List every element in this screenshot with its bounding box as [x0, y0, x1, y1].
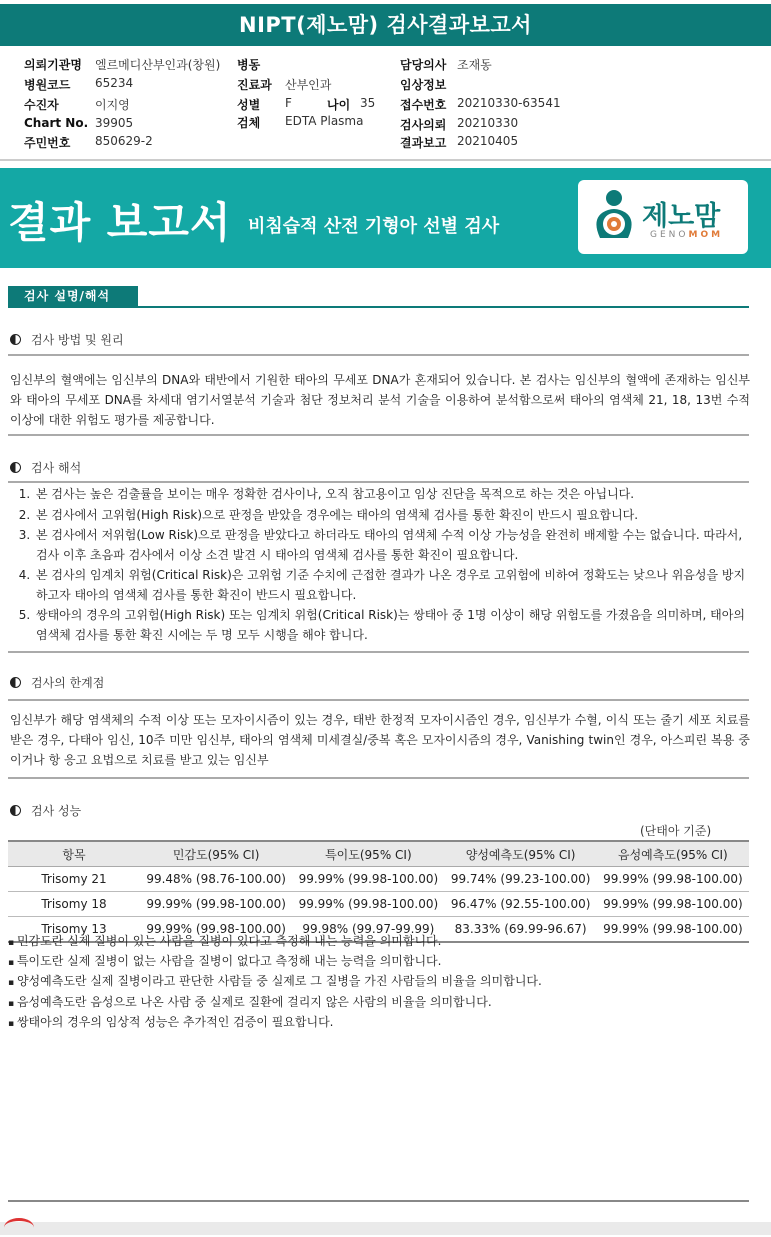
request-label: 검사의뢰: [400, 118, 447, 132]
list-item: 1. 본 검사는 높은 검출률을 보이는 매우 정확한 검사이나, 오직 참고용이고 임상 진단을 목적으로 하는 것은 아닙니다.: [34, 485, 750, 505]
column-header: 양성예측도(95% CI): [445, 841, 597, 867]
doctor-label: 담당의사: [400, 58, 447, 72]
list-item: 3. 본 검사에서 저위험(Low Risk)으로 판정을 받았다고 하더라도 태아의 염색체 수적 이상 가능성을 완전히 배제할 수는 없습니다. 따라서, 검사 이후 초음파 검사에서 이상 소견 발견 시 태아의 염색체 검사를 통한 확진이 필요합니다.: [34, 526, 750, 565]
limits-text: 임신부가 해당 염색체의 수적 이상 또는 모자이시즘이 있는 경우, 태반 한정적 모자이시즘인 경우, 임신부가 수혈, 이식 또는 줄기 세포 치료를 받은 경우, 다태아 임신, 10주 미만 임신부, 태아의 염색체 미세결실/중복 혹은 모자이시즘의 경우, Vanishing twin인 경우, 아스피린 복용 중이거나 항 응고 요법으로 치료를 받고 있는 임신부: [10, 713, 750, 767]
table-cell: Trisomy 21: [8, 867, 140, 892]
half-circle-icon: [10, 677, 21, 688]
ward-label: 병동: [237, 58, 261, 72]
table-row: [8, 892, 749, 917]
limits-heading: [10, 674, 104, 691]
interpretation-heading: [10, 459, 81, 476]
table-header-row: [8, 841, 749, 867]
chart-value: 39905: [95, 116, 134, 130]
reception-label: 접수번호: [400, 98, 447, 112]
table-cell: 99.99% (99.98-100.00): [597, 892, 749, 917]
patient-value: 이지영: [95, 98, 130, 112]
age-label: 나이: [327, 98, 351, 112]
report-date-value: 20210405: [457, 134, 519, 148]
specimen-value: EDTA Plasma: [285, 114, 364, 128]
hospital-value: 엘르메디산부인과(창원): [95, 58, 221, 72]
table-cell: 96.47% (92.55-100.00): [445, 892, 597, 917]
table-cell: 99.99% (99.98-100.00): [597, 867, 749, 892]
table-cell: 99.99% (99.98-100.00): [140, 917, 292, 943]
divider: [8, 434, 749, 436]
note-item: ▪ 쌍태아의 경우의 임상적 성능은 추가적인 검증이 필요합니다.: [8, 1013, 542, 1033]
reception-value: 20210330-63541: [457, 96, 561, 110]
column-header: 특이도(95% CI): [292, 841, 444, 867]
footer-logo-fragment: [4, 1218, 34, 1237]
note-item: ▪ 특이도란 실제 질병이 없는 사람을 질병이 없다고 측정해 내는 능력을 의미합니다.: [8, 952, 542, 972]
divider: [8, 699, 749, 701]
method-heading-text: 검사 방법 및 원리: [31, 333, 124, 347]
age-value: 35: [360, 96, 376, 110]
footer-divider: [8, 1200, 749, 1202]
list-item: 2. 본 검사에서 고위험(High Risk)으로 판정을 받았을 경우에는 태아의 염색체 검사를 통한 확진이 반드시 필요합니다.: [34, 506, 750, 526]
column-header: 항목: [8, 841, 140, 867]
logo-sub-geno: GENO: [650, 230, 689, 240]
patient-label: 수진자: [24, 98, 59, 112]
column-header: 민감도(95% CI): [140, 841, 292, 867]
id-value: 850629-2: [95, 134, 153, 148]
section-tab: 검사 설명/해석: [8, 286, 138, 307]
mother-baby-icon: [586, 186, 642, 248]
divider: [8, 354, 749, 356]
method-heading: [10, 331, 124, 348]
list-item: 5. 쌍태아의 경우의 고위험(High Risk) 또는 임계치 위험(Critical Risk)는 쌍태아 중 1명 이상이 해당 위험도를 가졌음을 의미하며, 태아의 염색체 검사를 통한 확진 시에는 두 명 모두 시행을 해야 합니다.: [34, 606, 750, 645]
section-tab-underline: [8, 306, 749, 308]
hospital-label: 의뢰기관명: [24, 58, 82, 72]
sex-label: 성별: [237, 98, 261, 112]
table-cell: 99.99% (99.98-100.00): [292, 892, 444, 917]
half-circle-icon: [10, 805, 21, 816]
table-row: [8, 867, 749, 892]
table-cell: Trisomy 13: [8, 917, 140, 943]
footer-strip: [0, 1222, 771, 1235]
limits-heading-text: 검사의 한계점: [31, 676, 105, 690]
doctor-value: 조재동: [457, 58, 492, 72]
table-cell: 99.99% (99.98-100.00): [597, 917, 749, 943]
banner-title: 결과 보고서: [8, 198, 232, 247]
request-value: 20210330: [457, 116, 519, 130]
dept-label: 진료과: [237, 78, 272, 92]
performance-heading-text: 검사 성능: [31, 804, 82, 818]
divider: [8, 651, 749, 653]
list-item: 4. 본 검사의 임계치 위험(Critical Risk)은 고위험 기준 수치에 근접한 결과가 나온 경우로 고위험에 비하여 정확도는 낮으나 위음성을 방지하고자 태아의 염색체 검사를 통한 확진이 반드시 필요합니다.: [34, 566, 750, 605]
header-divider: [0, 159, 771, 161]
column-header: 음성예측도(95% CI): [597, 841, 749, 867]
table-cell: 99.74% (99.23-100.00): [445, 867, 597, 892]
clinical-label: 임상정보: [400, 78, 447, 92]
sex-value: F: [285, 96, 292, 110]
table-cell: 99.98% (99.97-99.99): [292, 917, 444, 943]
logo-sub-mom: MOM: [688, 230, 724, 240]
table-cell: Trisomy 18: [8, 892, 140, 917]
performance-notes: [8, 932, 542, 1033]
code-value: 65234: [95, 76, 134, 90]
id-label: 주민번호: [24, 136, 71, 150]
result-banner: [0, 168, 771, 268]
dept-value: 산부인과: [285, 78, 332, 92]
table-cell: 99.99% (99.98-100.00): [292, 867, 444, 892]
genomom-logo: [578, 180, 748, 254]
chart-label: Chart No.: [24, 116, 89, 130]
code-label: 병원코드: [24, 78, 71, 92]
interpretation-heading-text: 검사 해석: [31, 461, 82, 475]
logo-subtext: [650, 230, 723, 240]
divider: [8, 481, 749, 483]
table-cell: 99.99% (99.98-100.00): [140, 892, 292, 917]
logo-wordmark: 제노맘: [642, 201, 721, 232]
table-cell: 83.33% (69.99-96.67): [445, 917, 597, 943]
patient-info-block: [0, 52, 771, 157]
note-item: ▪ 민감도란 실제 질병이 있는 사람을 질병이 있다고 측정해 내는 능력을 의미합니다.: [8, 932, 542, 952]
interpretation-list: [0, 485, 750, 646]
specimen-label: 검체: [237, 116, 261, 130]
note-item: ▪ 음성예측도란 음성으로 나온 사람 중 실제로 질환에 걸리지 않은 사람의 비율을 의미합니다.: [8, 993, 542, 1013]
half-circle-icon: [10, 462, 21, 473]
half-circle-icon: [10, 334, 21, 345]
report-title-bar: [0, 4, 771, 46]
divider: [8, 777, 749, 779]
performance-table: [8, 840, 749, 943]
report-date-label: 결과보고: [400, 136, 447, 150]
table-cell: 99.48% (98.76-100.00): [140, 867, 292, 892]
note-item: ▪ 양성예측도란 실제 질병이라고 판단한 사람들 중 실제로 그 질병을 가진 사람들의 비율을 의미합니다.: [8, 972, 542, 992]
report-title: NIPT(제노맘) 검사결과보고서: [239, 13, 532, 37]
performance-heading: [10, 802, 81, 819]
method-text: 임신부의 혈액에는 임신부의 DNA와 태반에서 기원한 태아의 무세포 DNA가 혼재되어 있습니다. 본 검사는 임신부의 혈액에 존재하는 임신부와 태아의 무세포 DNA를 차세대 염기서열분석 기술과 첨단 정보처리 분석 기술을 이용하여 분석함으로써 태아의 염색체 21, 18, 13번 수적 이상에 대한 위험도 평가를 제공합니다.: [10, 373, 750, 427]
unit-note: (단태아 기준): [640, 824, 712, 838]
banner-subtitle: 비침습적 산전 기형아 선별 검사: [248, 216, 500, 237]
